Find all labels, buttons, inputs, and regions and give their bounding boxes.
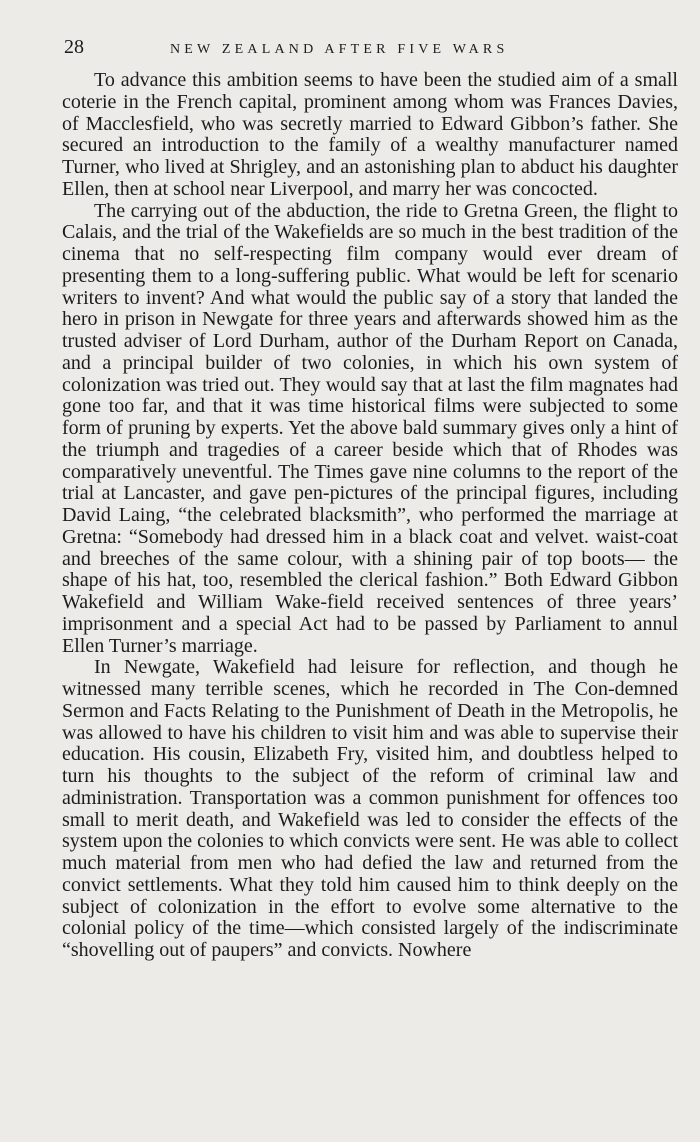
body-text: [62, 70, 678, 962]
page-header: [64, 36, 676, 64]
paragraph: The carrying out of the abduction, the ride to Gretna Green, the flight to Calais, and the trial of the Wakefields are so much in the best tradition of the cinema that no self-respecting film company would ever dream of presenting them to a long-suffering public. What would be left for scenario writers to invent? And what would the public say of a story that landed the hero in prison in Newgate for three years and afterwards showed him as the trusted adviser of Lord Durham, author of the Durham Report on Canada, and a principal builder of two colonies, in which his own system of colonization was tried out. They would say that at last the film magnates had gone too far, and that it was time historical films were subjected to some form of pruning by experts. Yet the above bald summary gives only a hint of the triumph and tragedies of a career beside which that of Rhodes was comparatively uneventful. The Times gave nine columns to the report of the trial at Lancaster, and gave pen-pictures of the principal figures, including David Laing, “the celebrated blacksmith”, who performed the marriage at Gretna: “Somebody had dressed him in a black coat and velvet. waist-coat and breeches of the same colour, with a shining pair of top boots— the shape of his hat, too, resembled the clerical fashion.” Both Edward Gibbon Wakefield and William Wake-field received sentences of three years’ imprisonment and a special Act had to be passed by Parliament to annul Ellen Turner’s marriage.: [62, 199, 678, 657]
page-number: 28: [64, 36, 84, 58]
paragraph: To advance this ambition seems to have been the studied aim of a small coterie in the French capital, prominent among whom was Frances Davies, of Macclesfield, who was secretly married to Edward Gibbon’s father. She secured an introduction to the family of a wealthy manufacturer named Turner, who lived at Shrigley, and an astonishing plan to abduct his daughter Ellen, then at school near Liverpool, and marry her was concocted.: [62, 69, 678, 200]
paragraph: In Newgate, Wakefield had leisure for reflection, and though he witnessed many terrible scenes, which he recorded in The Con-demned Sermon and Facts Relating to the Punishment of Death in the Metropolis, he was allowed to have his children to visit him and was able to supervise their education. His cousin, Elizabeth Fry, visited him, and doubtless helped to turn his thoughts to the subject of the reform of criminal law and administration. Transportation was a common punishment for offences too small to merit death, and Wakefield was led to consider the effects of the system upon the colonies to which convicts were sent. He was able to collect much material from men who had defied the law and returned from the convict settlements. What they told him caused him to think deeply on the subject of colonization in the effort to evolve some alternative to the colonial policy of the time—which consisted largely of the indiscriminate “shovelling out of paupers” and convicts. Nowhere: [62, 656, 678, 961]
running-title: NEW ZEALAND AFTER FIVE WARS: [170, 42, 509, 57]
